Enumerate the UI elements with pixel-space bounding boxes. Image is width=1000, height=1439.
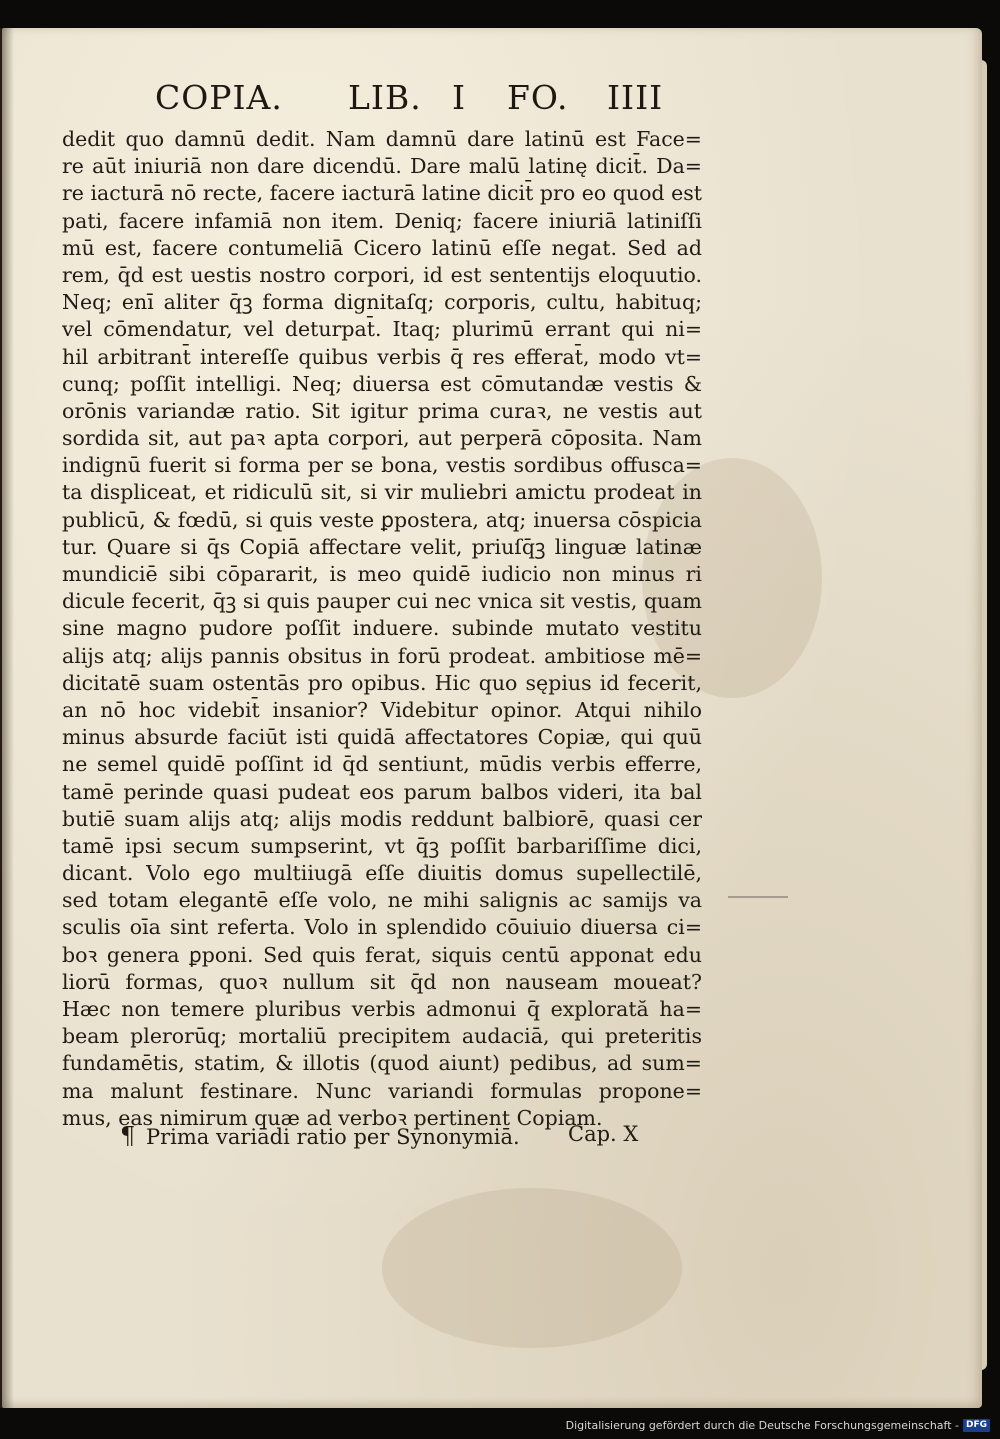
text-line: butiē suam alijs atq; alijs modis reddunt balbiorē, quasi cer [62, 806, 702, 831]
text-line: tur. Quare si q̄s Copiā affectare velit, priuſq̄ꝫ linguæ latinæ [62, 534, 702, 559]
text-line: tamē perinde quasi pudeat eos parum balbos videri, ita bal [62, 779, 702, 804]
paper-stain [382, 1188, 682, 1348]
dfg-logo-icon: DFG [963, 1419, 990, 1432]
digitization-credit [566, 1415, 990, 1435]
text-line: ne semel quidē poſſint id q̄d sentiunt, mūdis verbis efferre, [62, 752, 702, 777]
body-text-block [62, 126, 702, 1132]
binding-shadow [0, 28, 14, 1408]
text-line: an nō hoc videbit̄ insanior? Videbitur opinor. Atqui nihilo [62, 697, 702, 722]
text-line: sculis oīa sint referta. Volo in splendido cōuiuio diuersa ci= [62, 915, 702, 940]
text-line: indignū fuerit si forma per se bona, vestis sordibus offusca= [62, 453, 702, 478]
text-line: dicule fecerit, q̄ꝫ si quis pauper cui nec vnica sit vestis, quam [62, 589, 702, 614]
stray-ink-mark [728, 896, 788, 898]
text-line: cunq; poſſit intelligi. Neq; diuersa est cōmutandæ vestis & [62, 371, 702, 396]
running-head-title: COPIA. [155, 78, 283, 117]
text-line: mundiciē sibi cōpararit, is meo quidē iudicio non minus ri [62, 562, 702, 586]
text-line: ma malunt festinare. Nunc variandi formulas propone= [62, 1078, 702, 1103]
text-line: orōnis variandæ ratio. Sit igitur prima curaꝛ, ne vestis aut [62, 398, 702, 423]
running-head-folio-number: IIII [607, 78, 664, 117]
running-head-lib: LIB. [348, 78, 422, 117]
text-line: sed totam elegantē eſſe volo, ne mihi salignis ac samijs va [62, 888, 702, 913]
text-line: dedit quo damnū dedit. Nam damnū dare latinū est Face= [62, 127, 702, 151]
chapter-heading [120, 1122, 680, 1156]
text-line: boꝛ genera ꝑponi. Sed quis ferat, siquis centū apponat edu [62, 942, 702, 967]
credit-text: Digitalisierung gefördert durch die Deutsche Forschungsgemeinschaft - [565, 1418, 959, 1432]
text-line: Hæc non temere pluribus verbis admonui q̄ explorată ha= [62, 997, 702, 1021]
text-line: Neq; enī aliter q̄ꝫ forma dignitaſq; corporis, cultu, habituq; [62, 290, 702, 315]
text-line: fundamētis, statim, & illotis (quod aiunt) pedibus, ad sum= [62, 1051, 702, 1076]
text-line: hil arbitrant̄ intereſſe quibus verbis q̄ res efferat̄, modo vt= [62, 344, 702, 369]
text-line: minus absurde faciūt isti quidā affectatores Copiæ, qui quū [62, 725, 702, 750]
running-head-fo: FO. [507, 78, 569, 117]
text-line: sordida sit, aut paꝛ apta corpori, aut perperā cōposita. Nam [62, 426, 702, 451]
text-line: dicant. Volo ego multiiugā eſſe diuitis domus supellectilē, [62, 861, 702, 886]
chapter-number: Cap. X [568, 1122, 639, 1146]
text-line: mū est, facere contumeliā Cicero latinū eſſe negat. Sed ad [62, 235, 702, 260]
text-line: re iacturā nō recte, facere iacturā latine dicit̄ pro eo quod est [62, 181, 702, 206]
text-line: mus, eas nimirum quæ ad verboꝛ pertinent Copiam. [62, 1105, 603, 1130]
text-line: dicitatē suam ostentās pro opibus. Hic quo sępius id fecerit, [62, 670, 702, 695]
running-head [155, 78, 664, 124]
text-line: ta displiceat, et ridiculū sit, si vir muliebri amictu prodeat in [62, 480, 702, 505]
text-line: beam plerorūq; mortaliū precipitem audaciā, qui preteritis [62, 1024, 702, 1049]
chapter-heading-text: Prima variādi ratio per Synonymiā. [145, 1125, 520, 1149]
text-line: rem, q̄d est uestis nostro corpori, id est sententijs eloquutio. [62, 262, 702, 287]
text-line: sine magno pudore poſſit induere. subinde mutato vestitu [62, 616, 702, 641]
running-head-book-number: I [452, 78, 467, 117]
text-line: publicū, & fœdū, si quis veste ꝑpostera, atq; inuersa cōspicia [62, 507, 702, 532]
text-line: alijs atq; alijs pannis obsitus in forū prodeat. ambitiose mē= [62, 643, 702, 668]
text-line: pati, facere infamiā non item. Deniq; facere iniuriā latiniſſi [62, 208, 702, 233]
text-line: liorū formas, quoꝛ nullum sit q̄d non nauseam moueat? [62, 969, 702, 994]
text-line: re aūt iniuriā non dare dicendū. Dare malū latinę dicit̄. Da= [62, 154, 702, 179]
text-line: vel cōmendatur, vel deturpat̄. Itaq; plurimū errant qui ni= [62, 317, 702, 342]
text-line: tamē ipsi secum sumpserint, vt q̄ꝫ poſſit barbariſſime dici, [62, 833, 702, 858]
pilcrow-icon: ¶ [120, 1122, 136, 1150]
